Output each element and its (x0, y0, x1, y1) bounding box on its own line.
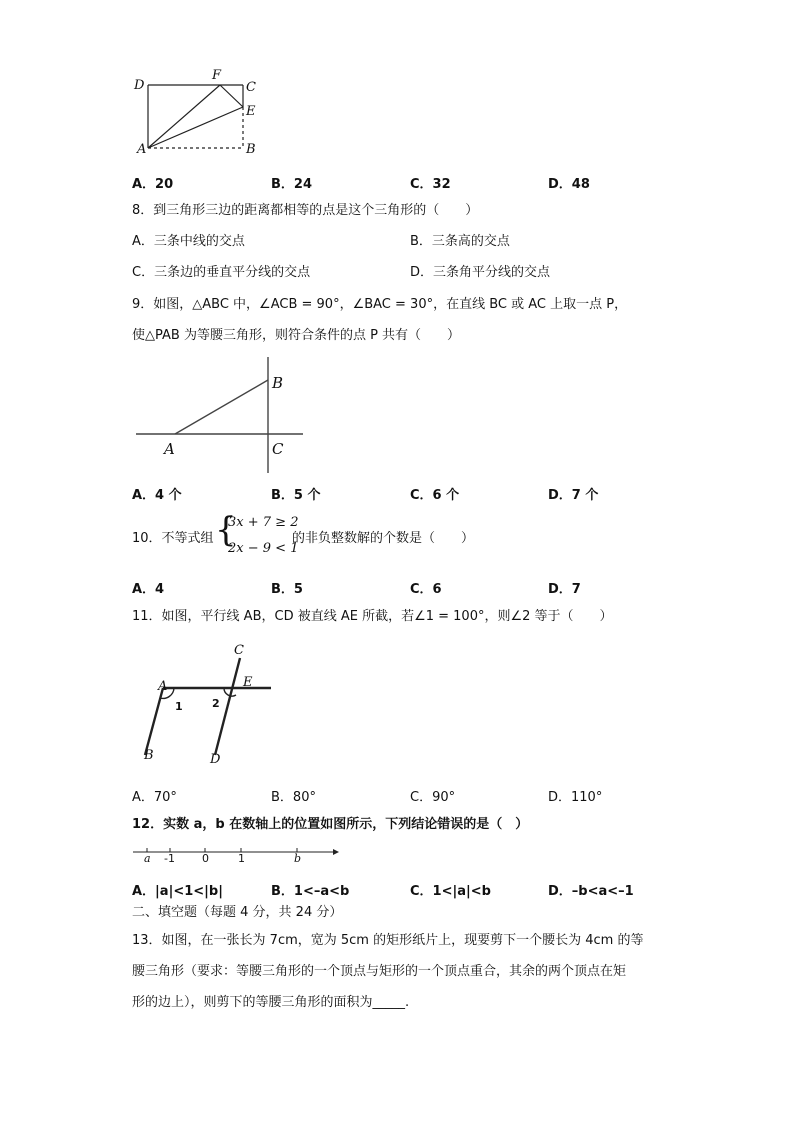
q8-stem: 8．到三角形三边的距离都相等的点是这个三角形的（ ） (132, 203, 479, 218)
q10-option-a: A．4 (132, 582, 165, 597)
q10-option-c: C．6 (410, 582, 442, 597)
q12-option-b: B．1<–a<b (271, 884, 350, 899)
q8-option-c: C．三条边的垂直平分线的交点 (132, 265, 311, 280)
q12-option-c: C．1<|a|<b (410, 884, 491, 899)
axis-label-minus1: -1 (164, 852, 175, 865)
q7-option-c: C．32 (410, 177, 451, 192)
q11-option-b: B．80° (271, 790, 316, 805)
q10-option-b: B．5 (271, 582, 303, 597)
q10-inequality-2: 2x − 9 < 1 (228, 541, 299, 556)
q9-stem-line2: 使△PAB 为等腰三角形，则符合条件的点 P 共有（ ） (132, 328, 461, 343)
section-2-title: 二、填空题（每题 4 分，共 24 分） (132, 905, 343, 920)
q10-inequality-1: 3x + 7 ≥ 2 (228, 515, 299, 530)
q11-label-C: C (234, 643, 244, 658)
q8-option-a: A．三条中线的交点 (132, 234, 245, 249)
q11-option-c: C．90° (410, 790, 456, 805)
q10-prefix: 10．不等式组 (132, 531, 214, 546)
q11-stem: 11．如图，平行线 AB，CD 被直线 AE 所截，若∠1 = 100°，则∠2 等于（ ） (132, 609, 613, 624)
q11-angle-1: 1 (175, 700, 183, 713)
axis-label-1: 1 (238, 852, 245, 865)
q12-option-a: A．|a|<1<|b| (132, 884, 223, 899)
axis-label-0: 0 (202, 852, 209, 865)
label-D: D (134, 78, 145, 93)
axis-label-b: b (294, 852, 302, 865)
q9-label-B: B (272, 374, 284, 392)
q9-option-b: B．5 个 (271, 488, 321, 503)
label-C: C (246, 80, 256, 95)
label-B: B (246, 142, 256, 157)
q11-label-A: A (158, 679, 168, 694)
q9-label-C: C (272, 440, 284, 458)
q9-option-d: D．7 个 (548, 488, 599, 503)
q7-option-d: D．48 (548, 177, 590, 192)
q11-label-B: B (144, 748, 154, 763)
q10-option-d: D．7 (548, 582, 581, 597)
label-E: E (246, 104, 256, 119)
label-A: A (137, 142, 147, 157)
q9-stem-line1: 9．如图，△ABC 中，∠ACB = 90°，∠BAC = 30°，在直线 BC 或 AC 上取一点 P， (132, 297, 628, 312)
q11-label-E: E (243, 675, 253, 690)
q8-option-b: B．三条高的交点 (410, 234, 510, 249)
q9-option-a: A．4 个 (132, 488, 182, 503)
q9-label-A: A (164, 440, 175, 458)
q12-stem: 12．实数 a，b 在数轴上的位置如图所示，下列结论错误的是（ ） (132, 817, 529, 832)
q13-line3: 形的边上），则剪下的等腰三角形的面积为_____. (132, 995, 410, 1010)
q12-option-d: D．–b<a<–1 (548, 884, 634, 899)
q11-option-d: D．110° (548, 790, 603, 805)
number-line (130, 842, 340, 866)
q13-line1: 13．如图，在一张长为 7cm，宽为 5cm 的矩形纸片上，现要剪下一个腰长为 4cm 的等 (132, 933, 644, 948)
q7-option-b: B．24 (271, 177, 312, 192)
axis-label-a: a (144, 852, 151, 865)
label-F: F (212, 68, 222, 83)
q11-label-D: D (210, 752, 221, 767)
q8-option-d: D．三条角平分线的交点 (410, 265, 551, 280)
q10-brace: { (215, 510, 237, 550)
q13-line2: 腰三角形（要求：等腰三角形的一个顶点与矩形的一个顶点重合，其余的两个顶点在矩 (132, 964, 627, 979)
q10-suffix: 的非负整数解的个数是（ ） (292, 531, 475, 546)
q9-option-c: C．6 个 (410, 488, 460, 503)
q11-option-a: A．70° (132, 790, 177, 805)
q7-option-a: A．20 (132, 177, 174, 192)
q11-angle-2: 2 (212, 697, 220, 710)
